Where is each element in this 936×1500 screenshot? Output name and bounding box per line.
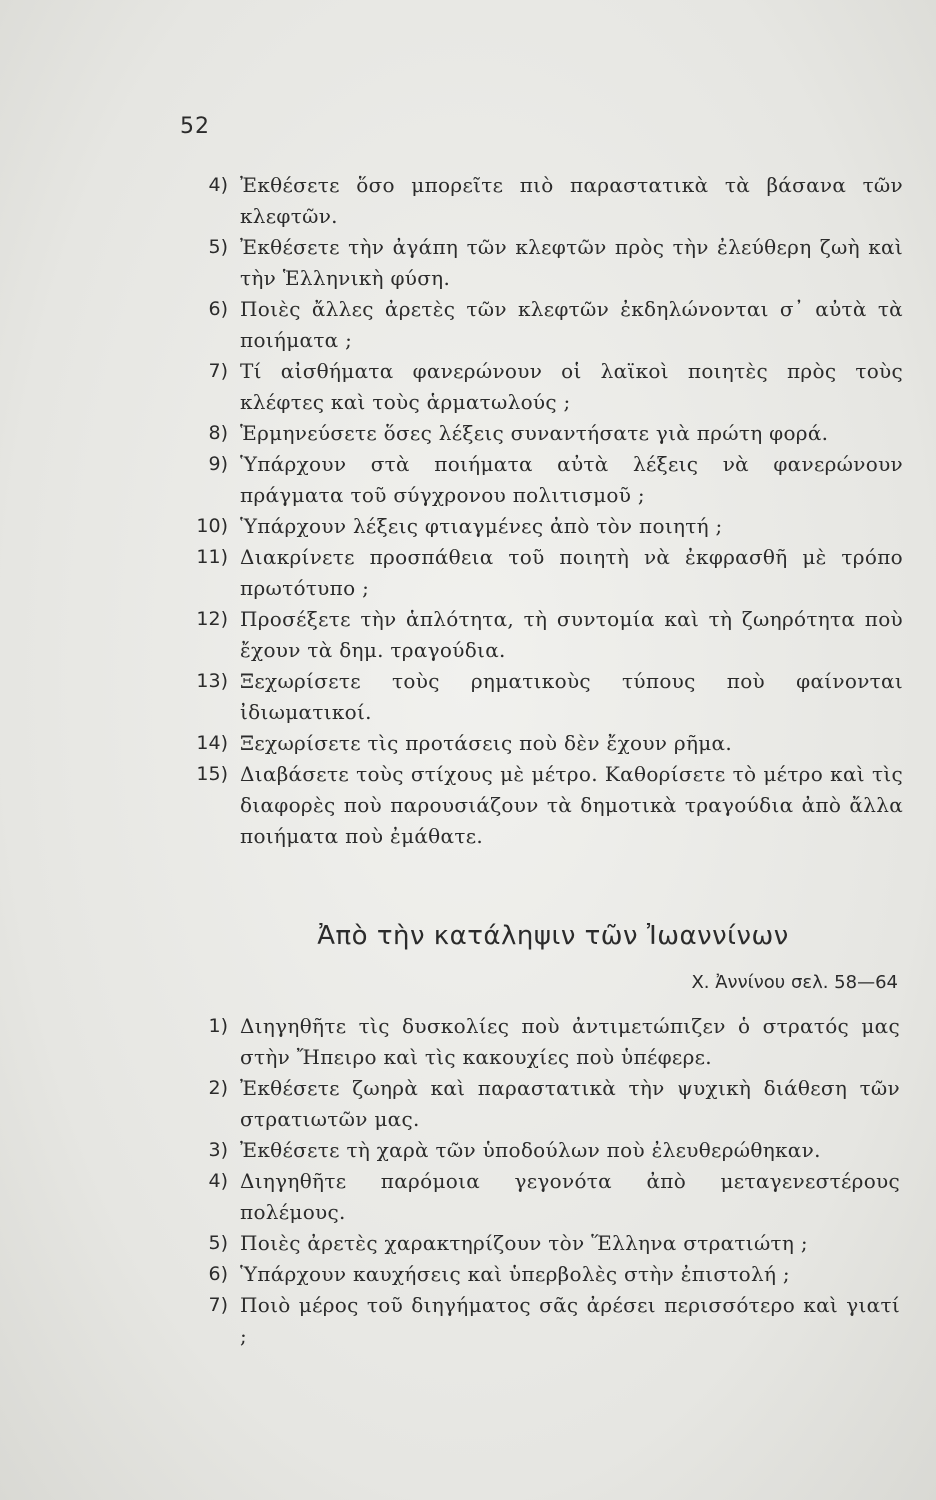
item-number: 6)	[208, 298, 228, 320]
item-number: 4)	[208, 174, 228, 196]
list-item	[0, 542, 936, 604]
item-number: 9)	[208, 453, 228, 475]
list-item	[0, 1290, 936, 1352]
page-number: 52	[180, 114, 210, 139]
section-title	[0, 921, 936, 951]
item-text: Ξεχωρίσετε τοὺς ρηματικοὺς τύπους ποὺ φαίνονται ἰδιωματικοί.	[240, 669, 903, 724]
list-item	[0, 1135, 936, 1166]
item-number: 5)	[208, 1232, 228, 1254]
item-number: 14)	[196, 732, 228, 754]
item-text: Ποιὲς ἀρετὲς χαρακτηρίζουν τὸν Ἕλληνα στρατιώτη ;	[240, 1231, 808, 1255]
item-number: 7)	[208, 360, 228, 382]
item-text: Ἐκθέσετε τὴν ἀγάπη τῶν κλεφτῶν πρὸς τὴν ἐλεύθερη ζωὴ καὶ τὴν Ἑλληνικὴ φύση.	[240, 235, 903, 290]
item-text: Ποιὲς ἄλλες ἀρετὲς τῶν κλεφτῶν ἐκδηλώνονται σ᾽ αὐτὰ τὰ ποιήματα ;	[240, 297, 903, 352]
list-item	[0, 1228, 936, 1259]
section-title-text: Ἀπὸ τὴν κατάληψιν τῶν Ἰωαννίνων	[317, 921, 789, 951]
item-number: 5)	[208, 236, 228, 258]
list-item	[0, 1166, 936, 1228]
list-item	[0, 418, 936, 449]
list-item	[0, 356, 936, 418]
item-text: Διηγηθῆτε παρόμοια γεγονότα ἀπὸ μεταγενεστέρους πολέμους.	[240, 1169, 900, 1224]
item-text: Τί αἰσθήματα φανερώνουν οἱ λαϊκοὶ ποιητὲς πρὸς τοὺς κλέφτες καὶ τοὺς ἁρματωλούς ;	[240, 359, 903, 414]
source-reference: Χ. Ἀννίνου σελ. 58—64	[691, 972, 898, 993]
list-item	[0, 1073, 936, 1135]
item-text: Ὑπάρχουν καυχήσεις καὶ ὑπερβολὲς στὴν ἐπιστολή ;	[240, 1262, 790, 1286]
item-text: Ἐκθέσετε τὴ χαρὰ τῶν ὑποδούλων ποὺ ἐλευθερώθηκαν.	[240, 1138, 821, 1162]
item-number: 7)	[208, 1294, 228, 1316]
item-number: 11)	[196, 546, 228, 568]
item-text: Ποιὸ μέρος τοῦ διηγήματος σᾶς ἀρέσει περισσότερο καὶ γιατί ;	[240, 1293, 900, 1348]
item-number: 3)	[208, 1139, 228, 1161]
item-text: Ξεχωρίσετε τὶς προτάσεις ποὺ δὲν ἔχουν ρῆμα.	[240, 731, 733, 755]
list-item	[0, 449, 936, 511]
list-item	[0, 759, 936, 852]
item-number: 6)	[208, 1263, 228, 1285]
list-item	[0, 511, 936, 542]
item-number: 13)	[196, 670, 228, 692]
questions-list-part2	[0, 1011, 936, 1352]
list-item	[0, 1011, 936, 1073]
item-text: Προσέξετε τὴν ἁπλότητα, τὴ συντομία καὶ τὴ ζωηρότητα ποὺ ἔχουν τὰ δημ. τραγούδια.	[240, 607, 903, 662]
item-number: 10)	[196, 515, 228, 537]
item-number: 4)	[208, 1170, 228, 1192]
list-item	[0, 666, 936, 728]
list-item	[0, 232, 936, 294]
item-number: 1)	[208, 1015, 228, 1037]
item-number: 2)	[208, 1077, 228, 1099]
item-text: Διακρίνετε προσπάθεια τοῦ ποιητὴ νὰ ἐκφρασθῆ μὲ τρόπο πρωτότυπο ;	[240, 545, 903, 600]
item-text: Ἑρμηνεύσετε ὅσες λέξεις συναντήσατε γιὰ πρώτη φορά.	[240, 421, 829, 445]
item-number: 12)	[196, 608, 228, 630]
list-item	[0, 728, 936, 759]
item-text: Ἐκθέσετε ζωηρὰ καὶ παραστατικὰ τὴν ψυχικὴ διάθεση τῶν στρατιωτῶν μας.	[240, 1076, 900, 1131]
item-text: Ἐκθέσετε ὅσο μπορεῖτε πιὸ παραστατικὰ τὰ βάσανα τῶν κλεφτῶν.	[240, 173, 903, 228]
list-item	[0, 294, 936, 356]
item-text: Ὑπάρχουν στὰ ποιήματα αὐτὰ λέξεις νὰ φανερώνουν πράγματα τοῦ σύγχρονου πολιτισμοῦ ;	[240, 452, 903, 507]
list-item	[0, 604, 936, 666]
item-text: Ὑπάρχουν λέξεις φτιαγμένες ἀπὸ τὸν ποιητή ;	[240, 514, 723, 538]
item-text: Διηγηθῆτε τὶς δυσκολίες ποὺ ἀντιμετώπιζεν ὁ στρατός μας στὴν Ἤπειρο καὶ τὶς κακουχίες ποὺ ὑπέφερε.	[240, 1014, 900, 1069]
item-number: 15)	[196, 763, 228, 785]
questions-list-part1	[0, 170, 936, 852]
list-item	[0, 1259, 936, 1290]
item-text: Διαβάσετε τοὺς στίχους μὲ μέτρο. Καθορίσετε τὸ μέτρο καὶ τὶς διαφορὲς ποὺ παρουσιάζουν τὰ δημοτικὰ τραγούδια ἀπὸ ἄλλα ποιήματα ποὺ ἐμάθατε.	[240, 762, 903, 848]
item-number: 8)	[208, 422, 228, 444]
list-item	[0, 170, 936, 232]
